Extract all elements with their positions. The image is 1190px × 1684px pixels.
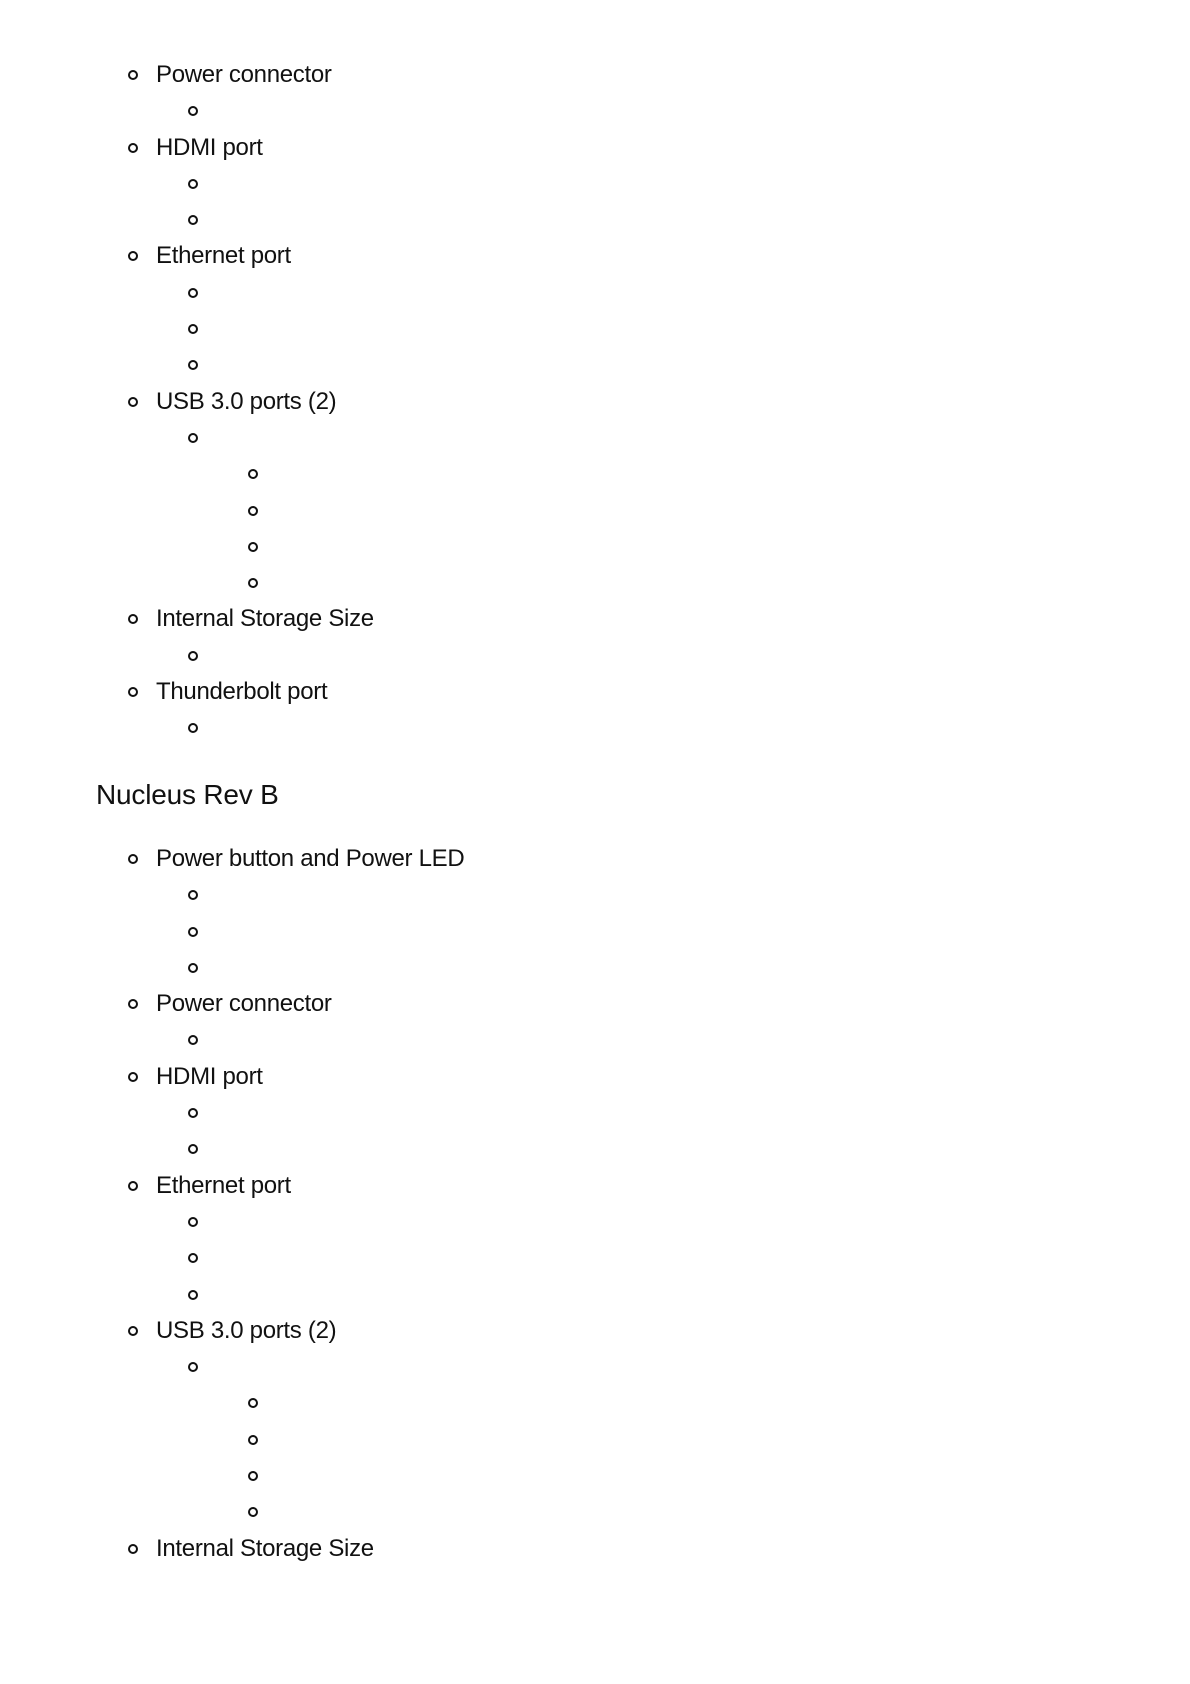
- sub-sub-list-item: [0, 565, 1190, 601]
- sub-sub-list-item: [0, 493, 1190, 529]
- port-list-rev-b: [0, 841, 1190, 1567]
- bullet-icon: [188, 433, 198, 443]
- bullet-icon: [128, 687, 138, 697]
- sub-list-item: [0, 914, 1190, 950]
- sub-list-item: [0, 311, 1190, 347]
- sub-sub-list-item: [0, 456, 1190, 492]
- bullet-icon: [188, 215, 198, 225]
- list-item: [0, 1168, 1190, 1204]
- sub-list-item: [0, 1277, 1190, 1313]
- list-item-label: HDMI port: [156, 133, 263, 161]
- bullet-icon: [248, 542, 258, 552]
- sub-sub-list-item: [0, 1494, 1190, 1530]
- bullet-icon: [188, 324, 198, 334]
- bullet-icon: [188, 1035, 198, 1045]
- bullet-icon: [248, 469, 258, 479]
- list-item-label: Power connector: [156, 990, 332, 1018]
- list-item-label: USB 3.0 ports (2): [156, 1316, 337, 1344]
- sub-list-item: [0, 950, 1190, 986]
- bullet-icon: [248, 1398, 258, 1408]
- sub-sub-list-item: [0, 529, 1190, 565]
- sub-list-item: [0, 1349, 1190, 1385]
- sub-sub-list-item: [0, 1385, 1190, 1421]
- bullet-icon: [248, 1507, 258, 1517]
- bullet-icon: [188, 1144, 198, 1154]
- list-item: [0, 57, 1190, 93]
- bullet-icon: [248, 578, 258, 588]
- bullet-icon: [128, 1544, 138, 1554]
- bullet-icon: [188, 927, 198, 937]
- bullet-icon: [188, 651, 198, 661]
- sub-list-item: [0, 166, 1190, 202]
- list-item: [0, 1059, 1190, 1095]
- sub-list-item: [0, 1131, 1190, 1167]
- bullet-icon: [248, 1435, 258, 1445]
- sub-list-item: [0, 877, 1190, 913]
- list-item: [0, 238, 1190, 274]
- bullet-icon: [248, 506, 258, 516]
- list-item: [0, 130, 1190, 166]
- port-list-rev-a: [0, 57, 1190, 747]
- list-item: [0, 1531, 1190, 1567]
- sub-list-item: [0, 710, 1190, 746]
- bullet-icon: [128, 1072, 138, 1082]
- bullet-icon: [128, 614, 138, 624]
- bullet-icon: [128, 143, 138, 153]
- bullet-icon: [188, 1217, 198, 1227]
- sub-sub-list-item: [0, 1458, 1190, 1494]
- list-item-label: HDMI port: [156, 1062, 263, 1090]
- list-item-label: Power connector: [156, 61, 332, 88]
- sub-list-item: [0, 347, 1190, 383]
- list-item-label: USB 3.0 ports (2): [156, 387, 337, 415]
- bullet-icon: [128, 1326, 138, 1336]
- list-item: [0, 986, 1190, 1022]
- list-item-label: Thunderbolt port: [156, 678, 328, 706]
- sub-list-item: [0, 1204, 1190, 1240]
- sub-list-item: [0, 1022, 1190, 1058]
- sub-list-item: [0, 1240, 1190, 1276]
- bullet-icon: [188, 179, 198, 189]
- bullet-icon: [188, 288, 198, 298]
- bullet-icon: [188, 890, 198, 900]
- bullet-icon: [188, 360, 198, 370]
- list-item-label: Power button and Power LED: [156, 845, 465, 872]
- list-item: [0, 674, 1190, 710]
- bullet-icon: [128, 251, 138, 261]
- bullet-icon: [248, 1471, 258, 1481]
- list-item: [0, 601, 1190, 637]
- bullet-icon: [128, 397, 138, 407]
- bullet-icon: [128, 1181, 138, 1191]
- sub-list-item: [0, 275, 1190, 311]
- sub-list-item: [0, 202, 1190, 238]
- section-heading: Nucleus Rev B: [96, 779, 279, 810]
- list-item-label: Ethernet port: [156, 1171, 291, 1199]
- list-item-label: Internal Storage Size: [156, 605, 374, 633]
- bullet-icon: [188, 1253, 198, 1263]
- bullet-icon: [188, 106, 198, 116]
- sub-list-item: [0, 638, 1190, 674]
- bullet-icon: [128, 854, 138, 864]
- list-item: [0, 384, 1190, 420]
- bullet-icon: [188, 1362, 198, 1372]
- bullet-icon: [188, 1108, 198, 1118]
- bullet-icon: [188, 963, 198, 973]
- list-item-label: Ethernet port: [156, 242, 291, 270]
- sub-list-item: [0, 1095, 1190, 1131]
- sub-sub-list-item: [0, 1422, 1190, 1458]
- list-item: [0, 841, 1190, 877]
- list-item: [0, 1313, 1190, 1349]
- bullet-icon: [188, 1290, 198, 1300]
- sub-list-item: [0, 420, 1190, 456]
- list-item-label: Internal Storage Size: [156, 1534, 374, 1562]
- bullet-icon: [128, 999, 138, 1009]
- bullet-icon: [128, 70, 138, 80]
- sub-list-item: [0, 93, 1190, 129]
- bullet-icon: [188, 723, 198, 733]
